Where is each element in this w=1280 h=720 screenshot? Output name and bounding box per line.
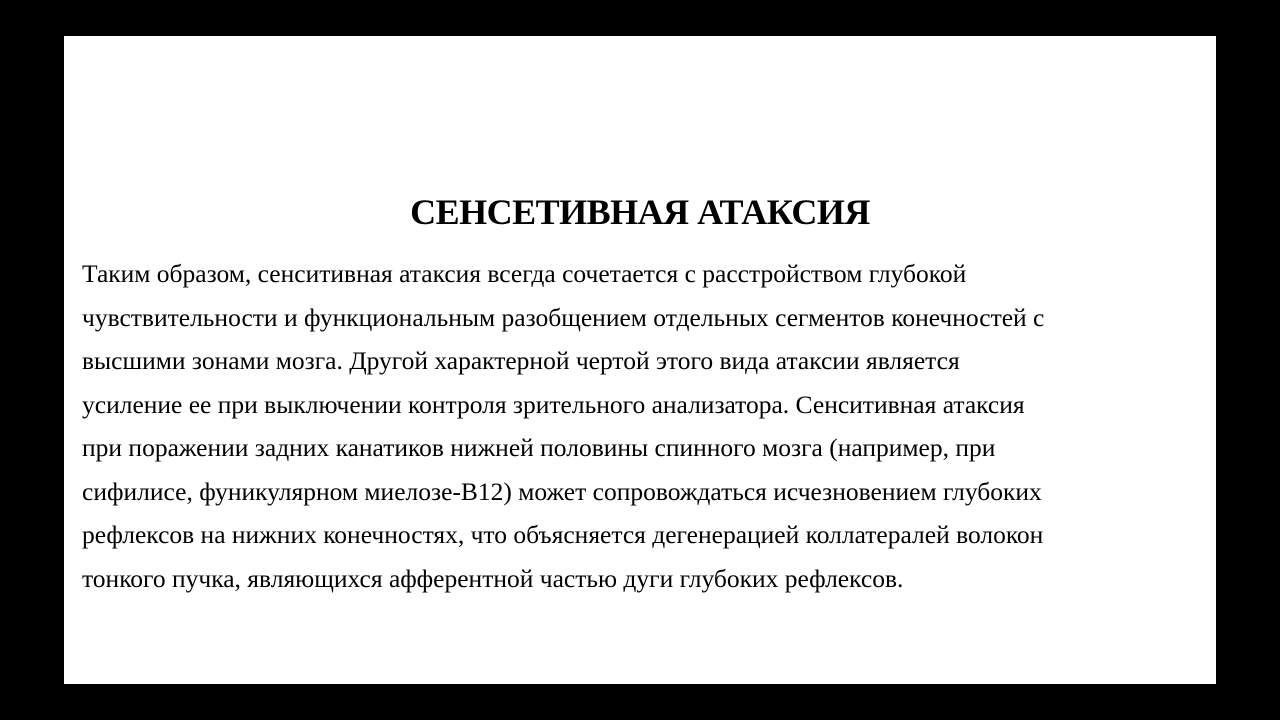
slide-title: СЕНСЕТИВНАЯ АТАКСИЯ <box>410 192 870 232</box>
paragraph-line: усиление ее при выключении контроля зрительного анализатора. Сенситивная атаксия <box>82 389 1025 419</box>
paragraph-line: сифилисе, фуникулярном миелозе-В12) может сопровождаться исчезновением глубоких <box>82 476 1042 506</box>
paragraph-line: высшими зонами мозга. Другой характерной чертой этого вида атаксии является <box>82 346 960 375</box>
paragraph-line: Таким образом, сенситивная атаксия всегда сочетается с расстройством глубокой <box>82 259 967 288</box>
paragraph-line: тонкого пучка, являющихся афферентной частью дуги глубоких рефлексов. <box>82 563 904 593</box>
paragraph-line: при поражении задних канатиков нижней половины спинного мозга (например, при <box>82 433 996 462</box>
paragraph-line: рефлексов на нижних конечностях, что объясняется дегенерацией коллатералей волокон <box>82 520 1044 549</box>
slide-paragraph <box>82 252 1172 600</box>
paragraph-line: чувствительности и функциональным разобщением отдельных сегментов конечностей с <box>82 302 1045 332</box>
slide <box>64 36 1216 684</box>
